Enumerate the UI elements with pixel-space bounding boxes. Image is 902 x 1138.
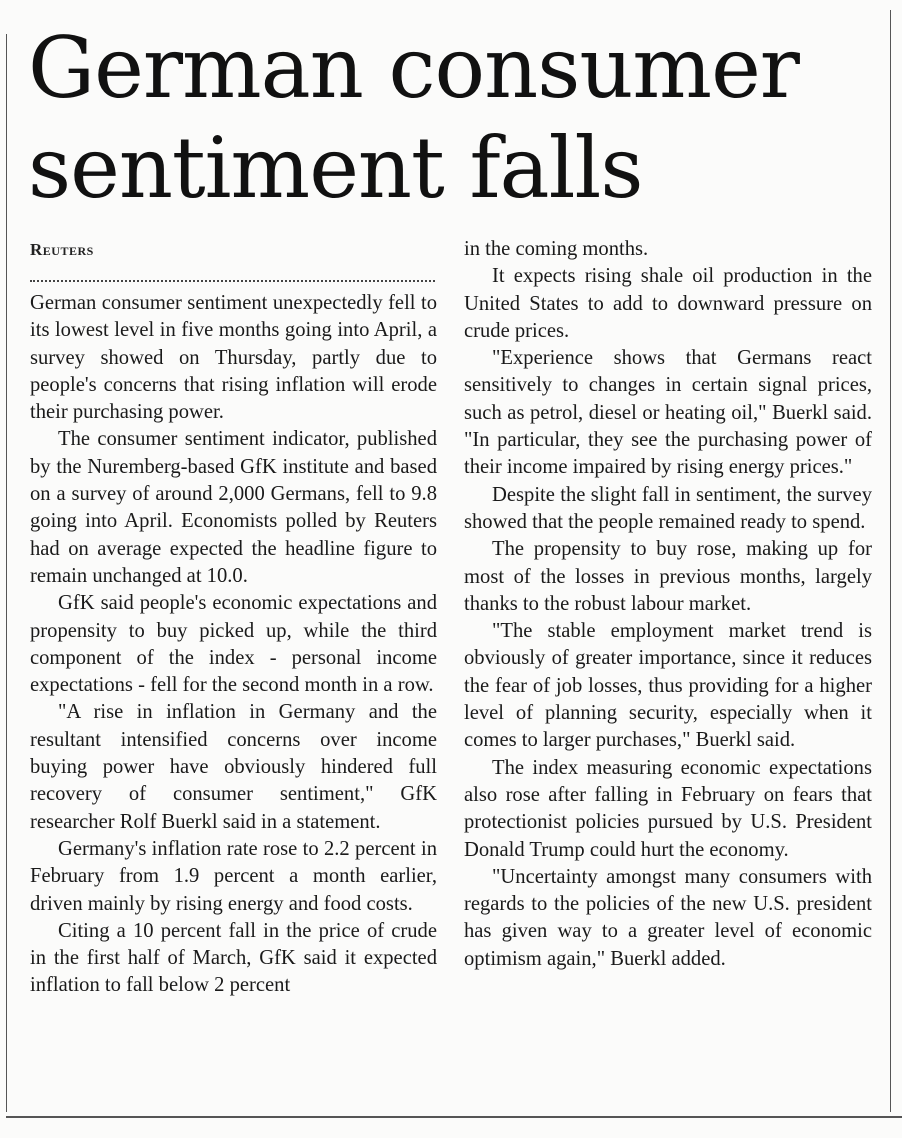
paragraph: "Uncertainty amongst many consumers with regards to the policies of the new U.S. president has given way to a greater level of economic optimism again," Buerkl added. <box>464 865 872 970</box>
byline: Reuters <box>30 240 94 259</box>
paragraph: GfK said people's economic expectations and propensity to buy picked up, while the third component of the index - personal income expectations - fell for the second month in a row. <box>30 592 437 697</box>
article-column-left <box>30 290 437 1000</box>
paragraph: It expects rising shale oil production in the United States to add to downward pressure on crude prices. <box>464 265 872 342</box>
byline-dotted-divider <box>30 280 435 282</box>
paragraph: Citing a 10 percent fall in the price of crude in the first half of March, GfK said it expected inflation to fall below 2 percent <box>30 919 437 997</box>
paragraph: The index measuring economic expectations also rose after falling in February on fears that protectionist policies pursued by U.S. President Donald Trump could hurt the economy. <box>464 756 872 861</box>
paragraph: The propensity to buy rose, making up for most of the losses in previous months, largely thanks to the robust labour market. <box>464 538 872 615</box>
paragraph: German consumer sentiment unexpectedly fell to its lowest level in five months going into April, a survey showed on Thursday, partly due to people's concerns that rising inflation will erode their purchasing power. <box>30 292 437 424</box>
paragraph-continuation: in the coming months. <box>464 238 649 260</box>
article-column-right <box>464 236 872 973</box>
paragraph: Despite the slight fall in sentiment, the survey showed that the people remained ready to spend. <box>464 483 872 533</box>
bottom-border-rule <box>6 1116 902 1118</box>
paragraph: "The stable employment market trend is obviously of greater importance, since it reduces the fear of job losses, thus providing for a higher level of planning security, especially when it comes to larger purchases," Buerkl said. <box>464 620 872 752</box>
paragraph: Germany's inflation rate rose to 2.2 percent in February from 1.9 percent a month earlier, driven mainly by rising energy and food costs. <box>30 837 437 915</box>
left-border-rule <box>6 34 7 1112</box>
right-border-rule <box>890 10 891 1112</box>
headline: German consumer sentiment falls <box>28 19 799 217</box>
paragraph: The consumer sentiment indicator, published by the Nuremberg-based GfK institute and based on a survey of around 2,000 Germans, fell to 9.8 going into April. Economists polled by Reuters had on average expected the headline figure to remain unchanged at 10.0. <box>30 428 437 587</box>
paragraph: "Experience shows that Germans react sensitively to changes in certain signal prices, such as petrol, diesel or heating oil," Buerkl said. "In particular, they see the purchasing power of their income impaired by rising energy prices." <box>464 347 872 479</box>
paragraph: "A rise in inflation in Germany and the resultant intensified concerns over income buying power have obviously hindered full recovery of consumer sentiment," GfK researcher Rolf Buerkl said in a statement. <box>30 701 437 833</box>
